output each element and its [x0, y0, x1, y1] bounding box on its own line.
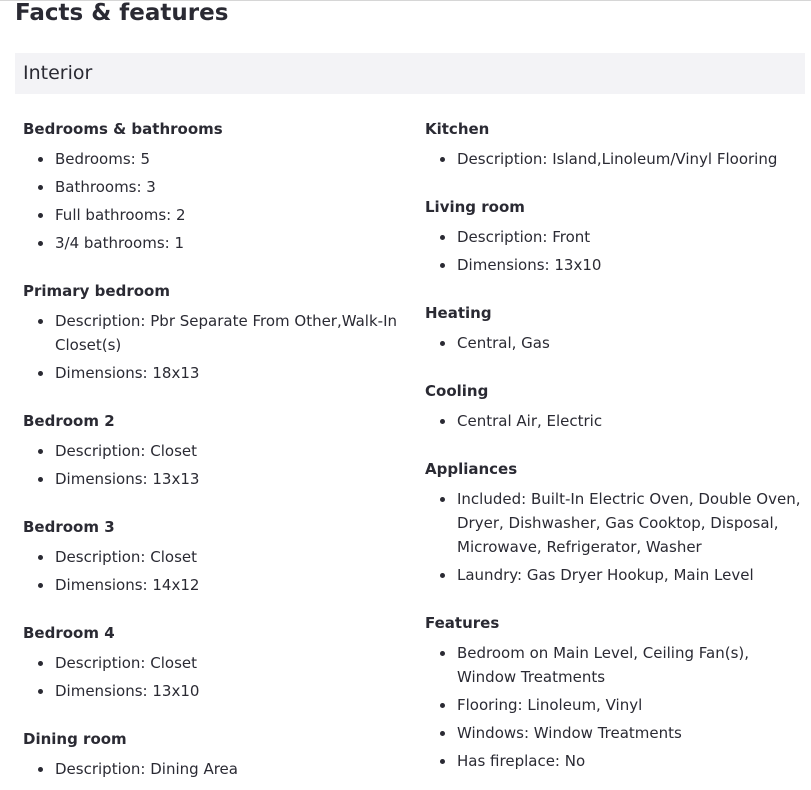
group-features: [425, 611, 805, 773]
list-item: Dimensions: 18x13: [55, 361, 403, 385]
group-kitchen: [425, 117, 805, 171]
group-bedrooms-bathrooms: [23, 117, 403, 255]
page-title: Facts & features: [15, 0, 229, 26]
list-item: Dimensions: 14x12: [55, 573, 403, 597]
fact-list: [425, 641, 805, 773]
list-item: Description: Pbr Separate From Other,Walk-In Closet(s): [55, 309, 403, 357]
list-item: Has fireplace: No: [457, 749, 805, 773]
fact-list: [23, 147, 403, 255]
list-item: Full bathrooms: 2: [55, 203, 403, 227]
fact-list: [425, 225, 805, 277]
list-item: Description: Front: [457, 225, 805, 249]
list-item: Included: Built-In Electric Oven, Double Oven, Dryer, Dishwasher, Gas Cooktop, Disposal, Microwave, Refrigerator, Washer: [457, 487, 805, 559]
fact-list: [425, 487, 805, 587]
group-title: Bedroom 4: [23, 624, 115, 642]
group-title: Primary bedroom: [23, 282, 170, 300]
group-title: Living room: [425, 198, 525, 216]
fact-list: [23, 757, 403, 781]
interior-section-header[interactable]: [15, 53, 805, 94]
list-item: Description: Island,Linoleum/Vinyl Flooring: [457, 147, 805, 171]
group-title: Bedroom 2: [23, 412, 115, 430]
list-item: Laundry: Gas Dryer Hookup, Main Level: [457, 563, 805, 587]
group-title: Cooling: [425, 382, 489, 400]
right-column: [425, 117, 805, 790]
section-title: Interior: [23, 62, 93, 84]
left-column: [23, 117, 403, 790]
list-item: Dimensions: 13x10: [55, 679, 403, 703]
group-living-room: [425, 195, 805, 277]
group-title: Bedrooms & bathrooms: [23, 120, 223, 138]
group-title: Dining room: [23, 730, 127, 748]
group-title: Features: [425, 614, 500, 632]
list-item: Description: Closet: [55, 439, 403, 463]
fact-list: [425, 409, 805, 433]
list-item: Dimensions: 13x10: [457, 253, 805, 277]
group-appliances: [425, 457, 805, 587]
list-item: Description: Closet: [55, 651, 403, 675]
group-bedroom-2: [23, 409, 403, 491]
group-title: Bedroom 3: [23, 518, 115, 536]
list-item: Dimensions: 13x13: [55, 467, 403, 491]
group-cooling: [425, 379, 805, 433]
group-title: Appliances: [425, 460, 518, 478]
group-bedroom-3: [23, 515, 403, 597]
list-item: Bedroom on Main Level, Ceiling Fan(s), Window Treatments: [457, 641, 805, 689]
group-primary-bedroom: [23, 279, 403, 385]
fact-list: [425, 147, 805, 171]
fact-list: [425, 331, 805, 355]
list-item: 3/4 bathrooms: 1: [55, 231, 403, 255]
list-item: Flooring: Linoleum, Vinyl: [457, 693, 805, 717]
list-item: Bathrooms: 3: [55, 175, 403, 199]
fact-list: [23, 651, 403, 703]
list-item: Central Air, Electric: [457, 409, 805, 433]
group-dining-room: [23, 727, 403, 781]
group-heating: [425, 301, 805, 355]
fact-list: [23, 545, 403, 597]
list-item: Bedrooms: 5: [55, 147, 403, 171]
list-item: Description: Closet: [55, 545, 403, 569]
list-item: Central, Gas: [457, 331, 805, 355]
list-item: Description: Dining Area: [55, 757, 403, 781]
group-title: Kitchen: [425, 120, 490, 138]
list-item: Windows: Window Treatments: [457, 721, 805, 745]
fact-list: [23, 439, 403, 491]
group-title: Heating: [425, 304, 492, 322]
group-bedroom-4: [23, 621, 403, 703]
fact-list: [23, 309, 403, 385]
